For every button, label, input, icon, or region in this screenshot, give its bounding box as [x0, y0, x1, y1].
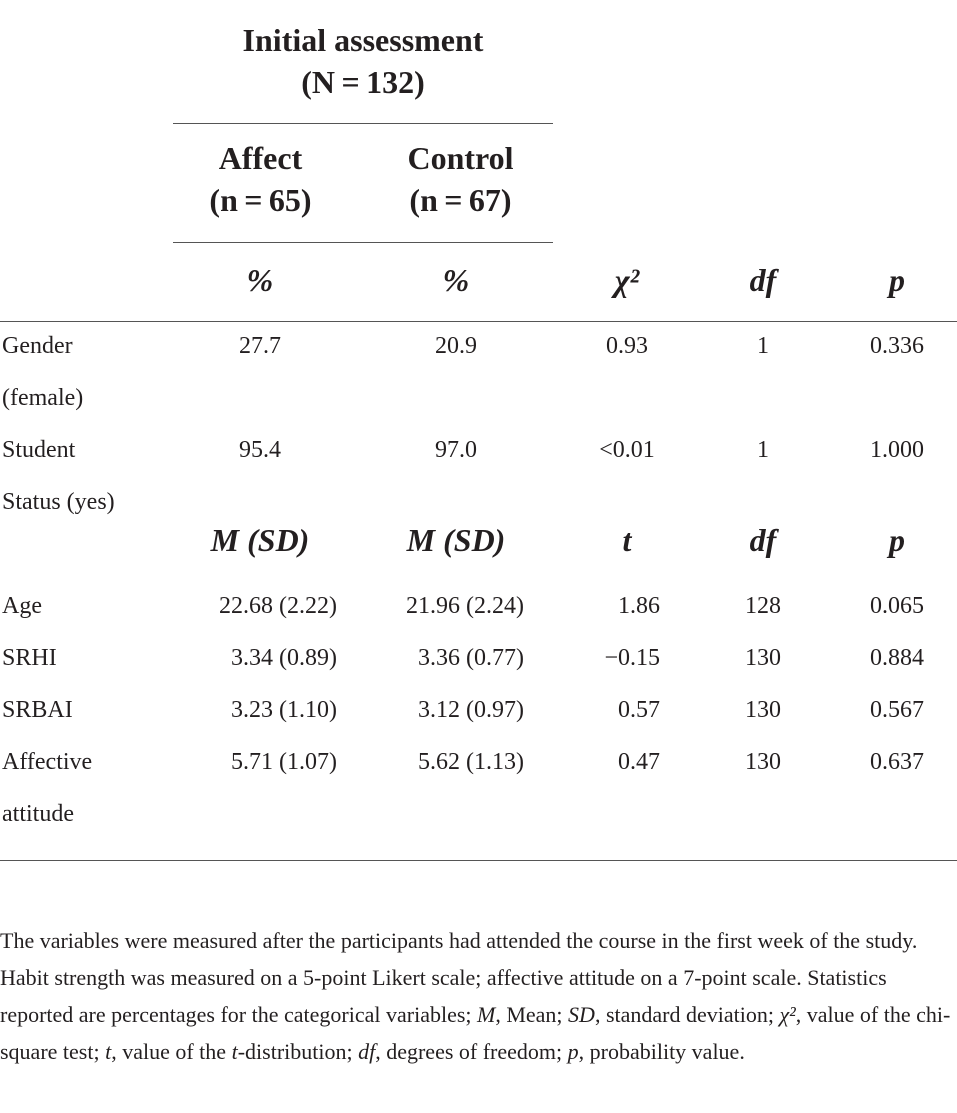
col-header-affect-msd: M (SD) [210, 522, 310, 558]
cell-gender-df: 1 [757, 333, 769, 359]
row-label-gender: Gender [2, 333, 73, 359]
cell-srbai-p: 0.567 [870, 697, 924, 723]
row-label-srbai: SRBAI [2, 697, 73, 723]
caption-p: p [567, 1039, 579, 1064]
caption-text: , value of the chi-square test; [0, 1002, 951, 1064]
col-header-df-2: df [749, 522, 777, 558]
col-header-t: t [622, 522, 632, 558]
group-header-title: Initial assessment [242, 22, 484, 58]
caption-text: , probability value. [578, 1039, 745, 1064]
arm-header-rule [173, 242, 553, 243]
caption-text: , Mean; [495, 1002, 569, 1027]
caption-text: -distribution; [237, 1039, 359, 1064]
cell-age-affect: 22.68 (2.22) [219, 593, 337, 619]
cell-srhi-df: 130 [745, 645, 781, 671]
cell-srbai-df: 130 [745, 697, 781, 723]
caption-sd: SD [568, 1002, 595, 1027]
cell-srbai-control: 3.12 (0.97) [418, 697, 524, 723]
table-caption [0, 922, 957, 1070]
group-header-n: (N = 132) [301, 64, 425, 100]
cell-srhi-p: 0.884 [870, 645, 924, 671]
caption-chi: χ² [779, 1002, 796, 1027]
col-header-df: df [749, 262, 777, 298]
cell-affective-control: 5.62 (1.13) [418, 749, 524, 775]
caption-text: , value of the [111, 1039, 232, 1064]
cell-srbai-t: 0.57 [618, 697, 660, 723]
cell-student-p: 1.000 [870, 437, 924, 463]
cell-age-p: 0.065 [870, 593, 924, 619]
cell-student-df: 1 [757, 437, 769, 463]
caption-text: , degrees of freedom; [375, 1039, 568, 1064]
row-label-student-cont: Status (yes) [2, 489, 115, 515]
group-header-rule [173, 123, 553, 124]
row-label-student: Student [2, 437, 76, 463]
cell-age-t: 1.86 [618, 593, 660, 619]
cell-gender-p: 0.336 [870, 333, 924, 359]
caption-m: M [477, 1002, 496, 1027]
caption-text: , standard deviation; [594, 1002, 780, 1027]
col-header-p: p [889, 262, 905, 298]
cell-affective-t: 0.47 [618, 749, 660, 775]
col-header-affect-percent: % [246, 262, 274, 298]
arm-header-affect: Affect [218, 140, 303, 176]
cell-affective-p: 0.637 [870, 749, 924, 775]
cell-student-chi: <0.01 [599, 437, 655, 463]
cell-age-control: 21.96 (2.24) [406, 593, 524, 619]
row-label-affective-attitude: Affective [2, 749, 93, 775]
caption-text: The variables were measured after the participants had attended the course in the first week of the study. Habit strength was measured on a 5-point Likert scale; affective attitude on a 7-point scale. Statistics reported are percentages for the categorical variables; [0, 928, 918, 1027]
cell-gender-control: 20.9 [435, 333, 477, 359]
cell-srhi-control: 3.36 (0.77) [418, 645, 524, 671]
col-header-control-msd: M (SD) [406, 522, 506, 558]
caption-t-dist: t [231, 1039, 238, 1064]
arm-header-control: Control [407, 140, 514, 176]
cell-age-df: 128 [745, 593, 781, 619]
cell-affective-df: 130 [745, 749, 781, 775]
col-header-control-percent: % [442, 262, 470, 298]
cell-affective-affect: 5.71 (1.07) [231, 749, 337, 775]
arm-header-control-n: (n = 67) [409, 182, 512, 218]
caption-t: t [105, 1039, 112, 1064]
arm-header-affect-n: (n = 65) [209, 182, 312, 218]
row-label-gender-cont: (female) [2, 385, 84, 411]
header-bottom-rule [0, 321, 957, 322]
cell-student-affect: 95.4 [239, 437, 281, 463]
cell-srbai-affect: 3.23 (1.10) [231, 697, 337, 723]
cell-student-control: 97.0 [435, 437, 477, 463]
cell-gender-affect: 27.7 [239, 333, 281, 359]
caption-df: df [358, 1039, 376, 1064]
cell-gender-chi: 0.93 [606, 333, 648, 359]
table-bottom-rule [0, 860, 957, 861]
row-label-age: Age [2, 593, 42, 619]
col-header-chi-square: χ² [614, 262, 640, 298]
row-label-srhi: SRHI [2, 645, 57, 671]
cell-srhi-t: −0.15 [604, 645, 660, 671]
cell-srhi-affect: 3.34 (0.89) [231, 645, 337, 671]
col-header-p-2: p [889, 522, 905, 558]
row-label-affective-attitude-cont: attitude [2, 801, 74, 827]
